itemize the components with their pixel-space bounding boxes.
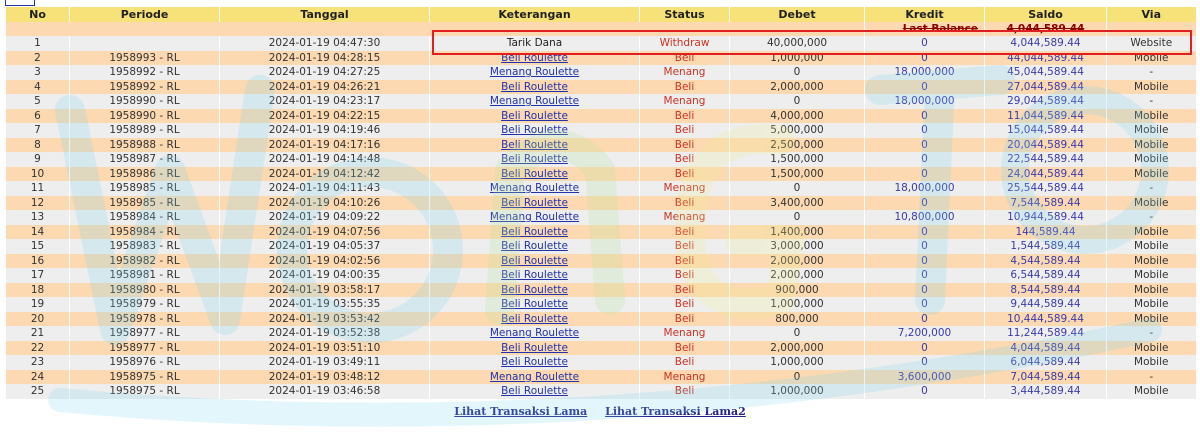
cell-keterangan bbox=[430, 239, 640, 254]
cell-keterangan bbox=[430, 312, 640, 327]
cell-status: Beli bbox=[640, 152, 730, 167]
cell-keterangan bbox=[430, 225, 640, 240]
cell-status: Menang bbox=[640, 370, 730, 385]
cell-saldo: 8,544,589.44 bbox=[985, 283, 1107, 298]
cell-via: - bbox=[1107, 65, 1196, 80]
old-transactions-link[interactable]: Lihat Transaksi Lama bbox=[454, 405, 588, 418]
cell-debet: 3,400,000 bbox=[730, 196, 865, 211]
cell-keterangan bbox=[430, 268, 640, 283]
keterangan-link[interactable]: Beli Roulette bbox=[501, 254, 568, 267]
cell-no: 16 bbox=[6, 254, 70, 269]
cell-periode bbox=[70, 36, 220, 51]
cell-kredit: 7,200,000 bbox=[865, 326, 985, 341]
cell-keterangan bbox=[430, 384, 640, 399]
cell-saldo: 20,044,589.44 bbox=[985, 138, 1107, 153]
cell-debet: 1,000,000 bbox=[730, 51, 865, 66]
cell-periode: 1958992 - RL bbox=[70, 80, 220, 95]
cell-status: Menang bbox=[640, 181, 730, 196]
cell-no: 10 bbox=[6, 167, 70, 182]
table-row bbox=[6, 239, 1196, 254]
cell-status: Menang bbox=[640, 210, 730, 225]
cell-periode: 1958982 - RL bbox=[70, 254, 220, 269]
cell-status: Beli bbox=[640, 123, 730, 138]
cell-kredit: 0 bbox=[865, 355, 985, 370]
table-row bbox=[6, 326, 1196, 341]
table-row bbox=[6, 94, 1196, 109]
keterangan-link[interactable]: Beli Roulette bbox=[501, 196, 568, 209]
cell-no: 18 bbox=[6, 283, 70, 298]
cell-tanggal: 2024-01-19 03:52:38 bbox=[220, 326, 430, 341]
cell-keterangan bbox=[430, 341, 640, 356]
cell-saldo: 22,544,589.44 bbox=[985, 152, 1107, 167]
cell-kredit: 18,000,000 bbox=[865, 181, 985, 196]
table-row bbox=[6, 181, 1196, 196]
cell-debet: 0 bbox=[730, 65, 865, 80]
keterangan-link[interactable]: Beli Roulette bbox=[501, 240, 568, 253]
keterangan-link[interactable]: Menang Roulette bbox=[489, 95, 580, 108]
keterangan-text: Tarik Dana bbox=[506, 37, 563, 50]
cell-status: Withdraw bbox=[640, 36, 730, 51]
cell-periode: 1958978 - RL bbox=[70, 312, 220, 327]
keterangan-link[interactable]: Beli Roulette bbox=[501, 109, 568, 122]
cell-no: 24 bbox=[6, 370, 70, 385]
keterangan-link[interactable]: Beli Roulette bbox=[501, 167, 568, 180]
cell-periode: 1958986 - RL bbox=[70, 167, 220, 182]
cell-debet: 1,400,000 bbox=[730, 225, 865, 240]
cell-debet: 800,000 bbox=[730, 312, 865, 327]
cell-periode: 1958985 - RL bbox=[70, 196, 220, 211]
cell-status: Menang bbox=[640, 94, 730, 109]
cell-debet: 40,000,000 bbox=[730, 36, 865, 51]
cell-no: 14 bbox=[6, 225, 70, 240]
cell-no: 7 bbox=[6, 123, 70, 138]
table-row bbox=[6, 297, 1196, 312]
cell-debet: 2,000,000 bbox=[730, 341, 865, 356]
keterangan-link[interactable]: Menang Roulette bbox=[489, 211, 580, 224]
cell-kredit: 0 bbox=[865, 123, 985, 138]
table-row bbox=[6, 355, 1196, 370]
cell-status: Beli bbox=[640, 51, 730, 66]
table-row bbox=[6, 210, 1196, 225]
cell-kredit: 0 bbox=[865, 283, 985, 298]
cell-no: 4 bbox=[6, 80, 70, 95]
cell-tanggal: 2024-01-19 04:14:48 bbox=[220, 152, 430, 167]
cell-tanggal: 2024-01-19 04:23:17 bbox=[220, 94, 430, 109]
table-row bbox=[6, 152, 1196, 167]
cell-periode: 1958984 - RL bbox=[70, 210, 220, 225]
cell-tanggal: 2024-01-19 04:09:22 bbox=[220, 210, 430, 225]
cell-periode: 1958988 - RL bbox=[70, 138, 220, 153]
cell-saldo: 9,444,589.44 bbox=[985, 297, 1107, 312]
table-row bbox=[6, 370, 1196, 385]
cell-kredit: 0 bbox=[865, 225, 985, 240]
cell-via: Mobile bbox=[1107, 297, 1196, 312]
cell-tanggal: 2024-01-19 03:48:12 bbox=[220, 370, 430, 385]
cell-status: Beli bbox=[640, 138, 730, 153]
col-header-kredit: Kredit bbox=[865, 7, 985, 22]
keterangan-link[interactable]: Beli Roulette bbox=[501, 298, 568, 311]
cell-status: Beli bbox=[640, 268, 730, 283]
cell-via: Mobile bbox=[1107, 196, 1196, 211]
cell-debet: 1,000,000 bbox=[730, 355, 865, 370]
footer-links bbox=[0, 405, 1200, 418]
keterangan-link[interactable]: Beli Roulette bbox=[501, 283, 568, 296]
cell-status: Beli bbox=[640, 225, 730, 240]
cell-via: Mobile bbox=[1107, 283, 1196, 298]
cell-saldo: 6,544,589.44 bbox=[985, 268, 1107, 283]
table-row bbox=[6, 384, 1196, 399]
cell-debet: 0 bbox=[730, 210, 865, 225]
cell-kredit: 0 bbox=[865, 36, 985, 51]
keterangan-link[interactable]: Beli Roulette bbox=[501, 225, 568, 238]
cell-tanggal: 2024-01-19 04:05:37 bbox=[220, 239, 430, 254]
cell-no: 22 bbox=[6, 341, 70, 356]
cell-debet: 1,000,000 bbox=[730, 384, 865, 399]
cell-tanggal: 2024-01-19 04:11:43 bbox=[220, 181, 430, 196]
cell-debet: 2,000,000 bbox=[730, 268, 865, 283]
cell-no: 17 bbox=[6, 268, 70, 283]
cell-saldo: 45,044,589.44 bbox=[985, 65, 1107, 80]
cell-keterangan bbox=[430, 370, 640, 385]
cell-via: - bbox=[1107, 326, 1196, 341]
cell-tanggal: 2024-01-19 04:07:56 bbox=[220, 225, 430, 240]
cell-periode: 1958980 - RL bbox=[70, 283, 220, 298]
cell-kredit: 0 bbox=[865, 196, 985, 211]
keterangan-link[interactable]: Menang Roulette bbox=[489, 327, 580, 340]
cell-tanggal: 2024-01-19 04:17:16 bbox=[220, 138, 430, 153]
table-row bbox=[6, 341, 1196, 356]
table-row bbox=[6, 283, 1196, 298]
cell-kredit: 3,600,000 bbox=[865, 370, 985, 385]
cell-debet: 2,500,000 bbox=[730, 138, 865, 153]
cell-no: 21 bbox=[6, 326, 70, 341]
table-header-row bbox=[6, 7, 1196, 22]
cell-periode: 1958992 - RL bbox=[70, 65, 220, 80]
cell-periode: 1958975 - RL bbox=[70, 370, 220, 385]
table-row bbox=[6, 80, 1196, 95]
transaction-table bbox=[5, 7, 1196, 399]
cell-status: Beli bbox=[640, 109, 730, 124]
cell-kredit: 0 bbox=[865, 297, 985, 312]
cell-saldo: 1,544,589.44 bbox=[985, 239, 1107, 254]
cell-debet: 0 bbox=[730, 181, 865, 196]
cell-status: Beli bbox=[640, 355, 730, 370]
cell-kredit: 10,800,000 bbox=[865, 210, 985, 225]
cell-debet: 2,000,000 bbox=[730, 80, 865, 95]
top-select-box[interactable] bbox=[5, 0, 35, 6]
cell-kredit: 0 bbox=[865, 109, 985, 124]
last-balance-label: Last Balance bbox=[902, 23, 978, 35]
cell-periode: 1958990 - RL bbox=[70, 94, 220, 109]
cell-periode: 1958989 - RL bbox=[70, 123, 220, 138]
table-row bbox=[6, 268, 1196, 283]
keterangan-link[interactable]: Beli Roulette bbox=[501, 312, 568, 325]
cell-no: 19 bbox=[6, 297, 70, 312]
cell-debet: 0 bbox=[730, 370, 865, 385]
cell-debet: 3,000,000 bbox=[730, 239, 865, 254]
cell-keterangan bbox=[430, 167, 640, 182]
cell-periode: 1958976 - RL bbox=[70, 355, 220, 370]
table-row bbox=[6, 167, 1196, 182]
keterangan-link[interactable]: Beli Roulette bbox=[501, 80, 568, 93]
table-row bbox=[6, 65, 1196, 80]
cell-no: 5 bbox=[6, 94, 70, 109]
cell-status: Menang bbox=[640, 326, 730, 341]
table-row bbox=[6, 123, 1196, 138]
cell-kredit: 18,000,000 bbox=[865, 65, 985, 80]
cell-periode: 1958987 - RL bbox=[70, 152, 220, 167]
cell-no: 1 bbox=[6, 36, 70, 51]
cell-no: 6 bbox=[6, 109, 70, 124]
cell-kredit: 0 bbox=[865, 152, 985, 167]
keterangan-link[interactable]: Menang Roulette bbox=[489, 370, 580, 383]
cell-tanggal: 2024-01-19 04:10:26 bbox=[220, 196, 430, 211]
cell-tanggal: 2024-01-19 03:53:42 bbox=[220, 312, 430, 327]
cell-debet: 1,500,000 bbox=[730, 167, 865, 182]
cell-saldo: 25,544,589.44 bbox=[985, 181, 1107, 196]
keterangan-link[interactable]: Beli Roulette bbox=[501, 124, 568, 137]
cell-periode: 1958977 - RL bbox=[70, 326, 220, 341]
cell-keterangan bbox=[430, 123, 640, 138]
cell-status: Beli bbox=[640, 196, 730, 211]
col-header-tanggal: Tanggal bbox=[220, 7, 430, 22]
cell-via: - bbox=[1107, 370, 1196, 385]
cell-via: Mobile bbox=[1107, 51, 1196, 66]
col-header-status: Status bbox=[640, 7, 730, 22]
cell-kredit: 0 bbox=[865, 384, 985, 399]
cell-kredit: 18,000,000 bbox=[865, 94, 985, 109]
cell-saldo: 27,044,589.44 bbox=[985, 80, 1107, 95]
cell-tanggal: 2024-01-19 04:28:15 bbox=[220, 51, 430, 66]
cell-via: Mobile bbox=[1107, 268, 1196, 283]
cell-saldo: 11,244,589.44 bbox=[985, 326, 1107, 341]
cell-saldo: 3,444,589.44 bbox=[985, 384, 1107, 399]
cell-keterangan bbox=[430, 94, 640, 109]
cell-via: Mobile bbox=[1107, 123, 1196, 138]
keterangan-link[interactable]: Beli Roulette bbox=[501, 269, 568, 282]
cell-no: 25 bbox=[6, 384, 70, 399]
cell-keterangan bbox=[430, 109, 640, 124]
cell-tanggal: 2024-01-19 04:26:21 bbox=[220, 80, 430, 95]
cell-via: - bbox=[1107, 181, 1196, 196]
cell-saldo: 15,044,589.44 bbox=[985, 123, 1107, 138]
cell-periode: 1958984 - RL bbox=[70, 225, 220, 240]
cell-tanggal: 2024-01-19 04:00:35 bbox=[220, 268, 430, 283]
cell-keterangan bbox=[430, 254, 640, 269]
cell-debet: 0 bbox=[730, 326, 865, 341]
keterangan-link[interactable]: Beli Roulette bbox=[501, 356, 568, 369]
cell-kredit: 0 bbox=[865, 239, 985, 254]
cell-kredit: 0 bbox=[865, 341, 985, 356]
cell-status: Beli bbox=[640, 384, 730, 399]
col-header-via: Via bbox=[1107, 7, 1196, 22]
cell-kredit: 0 bbox=[865, 138, 985, 153]
cell-via: Mobile bbox=[1107, 167, 1196, 182]
cell-saldo: 6,044,589.44 bbox=[985, 355, 1107, 370]
cell-saldo: 24,044,589.44 bbox=[985, 167, 1107, 182]
cell-status: Beli bbox=[640, 80, 730, 95]
cell-via: Mobile bbox=[1107, 341, 1196, 356]
cell-periode: 1958981 - RL bbox=[70, 268, 220, 283]
cell-via: Mobile bbox=[1107, 355, 1196, 370]
cell-no: 8 bbox=[6, 138, 70, 153]
cell-status: Beli bbox=[640, 239, 730, 254]
cell-tanggal: 2024-01-19 04:22:15 bbox=[220, 109, 430, 124]
cell-kredit: 0 bbox=[865, 254, 985, 269]
cell-tanggal: 2024-01-19 03:49:11 bbox=[220, 355, 430, 370]
cell-via: Mobile bbox=[1107, 152, 1196, 167]
cell-kredit: 0 bbox=[865, 51, 985, 66]
cell-status: Beli bbox=[640, 297, 730, 312]
cell-tanggal: 2024-01-19 04:12:42 bbox=[220, 167, 430, 182]
table-row bbox=[6, 254, 1196, 269]
cell-tanggal: 2024-01-19 04:19:46 bbox=[220, 123, 430, 138]
cell-via: Website bbox=[1107, 36, 1196, 51]
cell-status: Beli bbox=[640, 254, 730, 269]
cell-keterangan bbox=[430, 283, 640, 298]
table-row bbox=[6, 138, 1196, 153]
cell-tanggal: 2024-01-19 03:55:35 bbox=[220, 297, 430, 312]
cell-status: Menang bbox=[640, 65, 730, 80]
cell-saldo: 10,944,589.44 bbox=[985, 210, 1107, 225]
cell-debet: 2,000,000 bbox=[730, 254, 865, 269]
withdraw-highlight-box bbox=[432, 30, 1192, 55]
cell-keterangan bbox=[430, 196, 640, 211]
cell-via: Mobile bbox=[1107, 254, 1196, 269]
cell-tanggal: 2024-01-19 04:02:56 bbox=[220, 254, 430, 269]
table-row bbox=[6, 109, 1196, 124]
cell-keterangan bbox=[430, 181, 640, 196]
cell-debet: 1,500,000 bbox=[730, 152, 865, 167]
cell-no: 15 bbox=[6, 239, 70, 254]
cell-saldo: 4,544,589.44 bbox=[985, 254, 1107, 269]
cell-saldo: 44,044,589.44 bbox=[985, 51, 1107, 66]
cell-via: Mobile bbox=[1107, 384, 1196, 399]
keterangan-link[interactable]: Menang Roulette bbox=[489, 182, 580, 195]
keterangan-link[interactable]: Beli Roulette bbox=[501, 153, 568, 166]
cell-saldo: 4,044,589.44 bbox=[985, 36, 1107, 51]
cell-no: 11 bbox=[6, 181, 70, 196]
cell-no: 20 bbox=[6, 312, 70, 327]
cell-via: - bbox=[1107, 210, 1196, 225]
cell-periode: 1958983 - RL bbox=[70, 239, 220, 254]
cell-tanggal: 2024-01-19 03:58:17 bbox=[220, 283, 430, 298]
cell-keterangan bbox=[430, 210, 640, 225]
cell-keterangan bbox=[430, 80, 640, 95]
cell-saldo: 7,544,589.44 bbox=[985, 196, 1107, 211]
cell-kredit: 0 bbox=[865, 312, 985, 327]
cell-tanggal: 2024-01-19 04:27:25 bbox=[220, 65, 430, 80]
cell-status: Beli bbox=[640, 312, 730, 327]
cell-periode: 1958993 - RL bbox=[70, 51, 220, 66]
cell-saldo: 144,589.44 bbox=[985, 225, 1107, 240]
cell-via: Mobile bbox=[1107, 225, 1196, 240]
cell-saldo: 10,444,589.44 bbox=[985, 312, 1107, 327]
col-header-no: No bbox=[6, 7, 70, 22]
cell-keterangan bbox=[430, 138, 640, 153]
cell-status: Beli bbox=[640, 283, 730, 298]
cell-via: Mobile bbox=[1107, 109, 1196, 124]
cell-no: 9 bbox=[6, 152, 70, 167]
cell-periode: 1958985 - RL bbox=[70, 181, 220, 196]
cell-kredit: 0 bbox=[865, 167, 985, 182]
cell-no: 3 bbox=[6, 65, 70, 80]
col-header-saldo: Saldo bbox=[985, 7, 1107, 22]
cell-debet: 900,000 bbox=[730, 283, 865, 298]
cell-saldo: 7,044,589.44 bbox=[985, 370, 1107, 385]
col-header-keterangan: Keterangan bbox=[430, 7, 640, 22]
cell-periode: 1958990 - RL bbox=[70, 109, 220, 124]
cell-periode: 1958979 - RL bbox=[70, 297, 220, 312]
keterangan-link[interactable]: Beli Roulette bbox=[501, 138, 568, 151]
cell-keterangan bbox=[430, 355, 640, 370]
cell-keterangan bbox=[430, 152, 640, 167]
cell-debet: 5,000,000 bbox=[730, 123, 865, 138]
cell-saldo: 29,044,589.44 bbox=[985, 94, 1107, 109]
cell-no: 23 bbox=[6, 355, 70, 370]
table-row bbox=[6, 312, 1196, 327]
cell-no: 2 bbox=[6, 51, 70, 66]
cell-periode: 1958975 - RL bbox=[70, 384, 220, 399]
cell-via: Mobile bbox=[1107, 138, 1196, 153]
table-row bbox=[6, 196, 1196, 211]
cell-keterangan bbox=[430, 297, 640, 312]
cell-status: Beli bbox=[640, 167, 730, 182]
col-header-debet: Debet bbox=[730, 7, 865, 22]
cell-debet: 1,000,000 bbox=[730, 297, 865, 312]
cell-via: Mobile bbox=[1107, 312, 1196, 327]
keterangan-link[interactable]: Beli Roulette bbox=[501, 385, 568, 398]
cell-keterangan bbox=[430, 65, 640, 80]
cell-tanggal: 2024-01-19 03:51:10 bbox=[220, 341, 430, 356]
cell-saldo: 11,044,589.44 bbox=[985, 109, 1107, 124]
cell-tanggal: 2024-01-19 04:47:30 bbox=[220, 36, 430, 51]
col-header-periode: Periode bbox=[70, 7, 220, 22]
cell-debet: 4,000,000 bbox=[730, 109, 865, 124]
cell-no: 12 bbox=[6, 196, 70, 211]
keterangan-link[interactable]: Menang Roulette bbox=[489, 66, 580, 79]
cell-status: Beli bbox=[640, 341, 730, 356]
cell-tanggal: 2024-01-19 03:46:58 bbox=[220, 384, 430, 399]
cell-via: Mobile bbox=[1107, 80, 1196, 95]
cell-via: Mobile bbox=[1107, 239, 1196, 254]
old-transactions-2-link[interactable]: Lihat Transaksi Lama2 bbox=[605, 405, 746, 418]
keterangan-link[interactable]: Beli Roulette bbox=[501, 51, 568, 64]
cell-keterangan bbox=[430, 326, 640, 341]
cell-via: - bbox=[1107, 94, 1196, 109]
cell-no: 13 bbox=[6, 210, 70, 225]
cell-debet: 0 bbox=[730, 94, 865, 109]
table-row bbox=[6, 225, 1196, 240]
cell-kredit: 0 bbox=[865, 268, 985, 283]
last-balance-value: 4,044,589.44 bbox=[1006, 23, 1085, 35]
cell-periode: 1958977 - RL bbox=[70, 341, 220, 356]
cell-saldo: 4,044,589.44 bbox=[985, 341, 1107, 356]
cell-kredit: 0 bbox=[865, 80, 985, 95]
keterangan-link[interactable]: Beli Roulette bbox=[501, 341, 568, 354]
